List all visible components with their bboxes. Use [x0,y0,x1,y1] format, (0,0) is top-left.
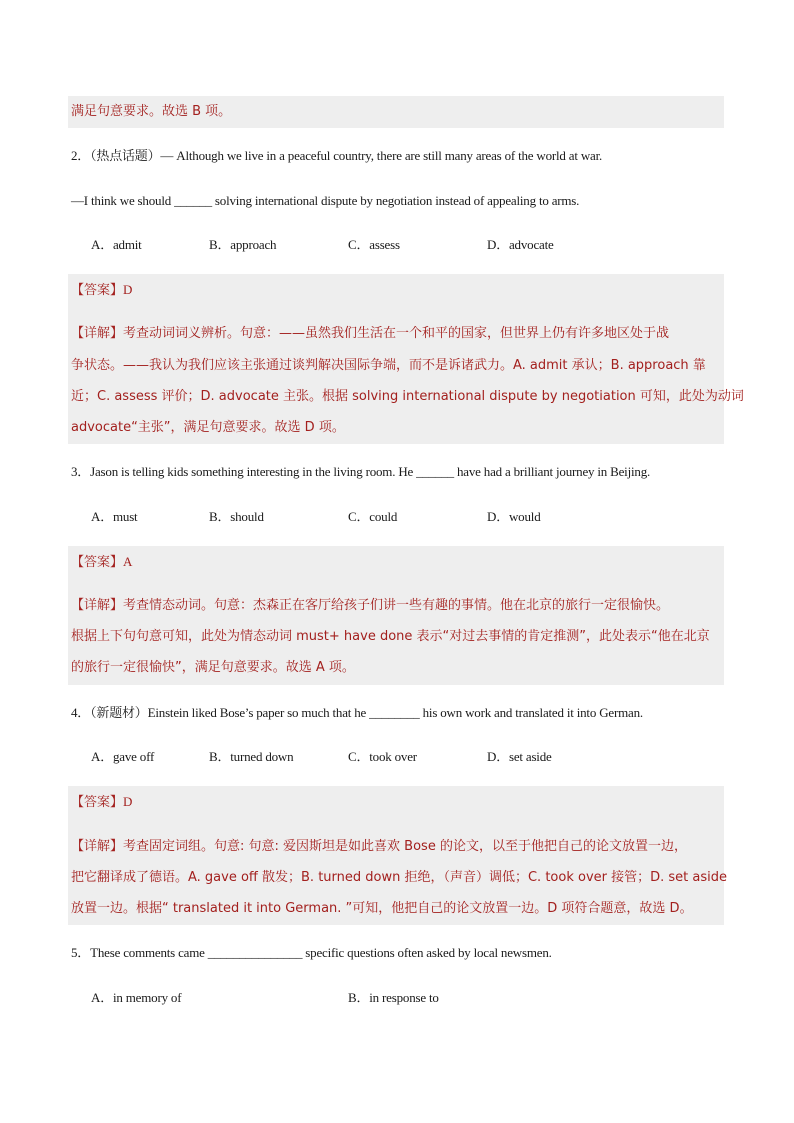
detail-text: 把它翻译成了德语。A. gave off 散发；B. turned down 拒绝，（声音）调低；C. took over 接管；D. set aside [71,870,727,885]
question-tag: （热点话题） [90,149,161,164]
answer-line [71,280,132,301]
detail-label: 【详解】 [71,326,124,341]
question-3-option-d[interactable]: D．would [487,509,541,524]
detail-text: 考查情态动词。句意：杰森正在客厅给孩子们讲一些有趣的事情。他在北京的旅行一定很愉快。 [123,598,670,613]
question-2-option-d[interactable]: D．advocate [487,237,554,252]
detail-line [71,596,669,616]
answer-line [71,792,132,813]
answer-value: D [123,282,133,297]
question-number: 3． [71,464,91,479]
carryover-text: 满足句意要求。故选 B 项。 [71,104,232,119]
question-text: These comments came _______________ specific questions often asked by local newsmen. [90,945,552,960]
detail-line [71,324,669,344]
answer-line [71,552,132,573]
question-number: 2． [71,148,91,163]
question-5-stem [71,943,552,963]
question-5-option-a[interactable]: A．in memory of [91,990,182,1005]
detail-text: 考查固定词组。句意: 句意: 爱因斯坦是如此喜欢 Bose 的论文，以至于他把自己的论文放置一边， [123,839,687,854]
detail-text: 的旅行一定很愉快”，满足句意要求。故选 A 项。 [71,660,355,675]
question-4-option-c[interactable]: C．took over [348,749,417,764]
detail-text: 放置一边。根据“ translated it into German. ”可知，他把自己的论文放置一边。D 项符合题意，故选 D。 [71,901,693,916]
detail-text: 考查动词词义辨析。句意：——虽然我们生活在一个和平的国家，但世界上仍有许多地区处于战 [123,326,670,341]
detail-text: advocate“主张”，满足句意要求。故选 D 项。 [71,420,345,435]
answer-value: A [123,554,133,569]
detail-text: 根据上下句句意可知，此处为情态动词 must+ have done 表示“对过去事情的肯定推测”，此处表示“他在北京 [71,629,710,644]
answer-label: 【答案】 [71,283,124,298]
detail-line [71,837,687,857]
question-2-stem [71,146,602,167]
detail-label: 【详解】 [71,598,124,613]
question-number: 4． [71,705,91,720]
question-4-option-a[interactable]: A．gave off [91,749,155,764]
answer-label: 【答案】 [71,555,124,570]
question-2-option-a[interactable]: A．admit [91,237,142,252]
question-3-stem [71,462,650,482]
question-2-option-c[interactable]: C．assess [348,237,400,252]
question-3-option-b[interactable]: B．should [209,509,264,524]
question-2-option-b[interactable]: B．approach [209,237,277,252]
question-4-option-b[interactable]: B．turned down [209,749,294,764]
question-number: 5． [71,945,91,960]
answer-label: 【答案】 [71,795,124,810]
question-text: Einstein liked Bose’s paper so much that he ________ his own work and translated it into German. [147,705,643,720]
question-3-option-a[interactable]: A．must [91,509,138,524]
question-4-stem [71,703,643,724]
question-3-option-c[interactable]: C．could [348,509,398,524]
question-5-option-b[interactable]: B．in response to [348,990,439,1005]
question-tag: （新题材） [90,706,148,721]
question-2-dialogue: —I think we should ______ solving international dispute by negotiation instead of appealing to arms. [71,193,580,208]
question-text: Jason is telling kids something interesting in the living room. He ______ have had a brilliant journey in Beijing. [90,464,651,479]
detail-text: 争状态。——我认为我们应该主张通过谈判解决国际争端，而不是诉诸武力。A. admit 承认；B. approach 靠 [71,358,706,373]
question-text: — Although we live in a peaceful country, there are still many areas of the world at war. [160,148,603,163]
question-4-option-d[interactable]: D．set aside [487,749,552,764]
detail-label: 【详解】 [71,839,124,854]
answer-value: D [123,794,133,809]
detail-text: 近；C. assess 评价；D. advocate 主张。根据 solving international dispute by negotiation 可知，此处为动词 [71,389,744,404]
